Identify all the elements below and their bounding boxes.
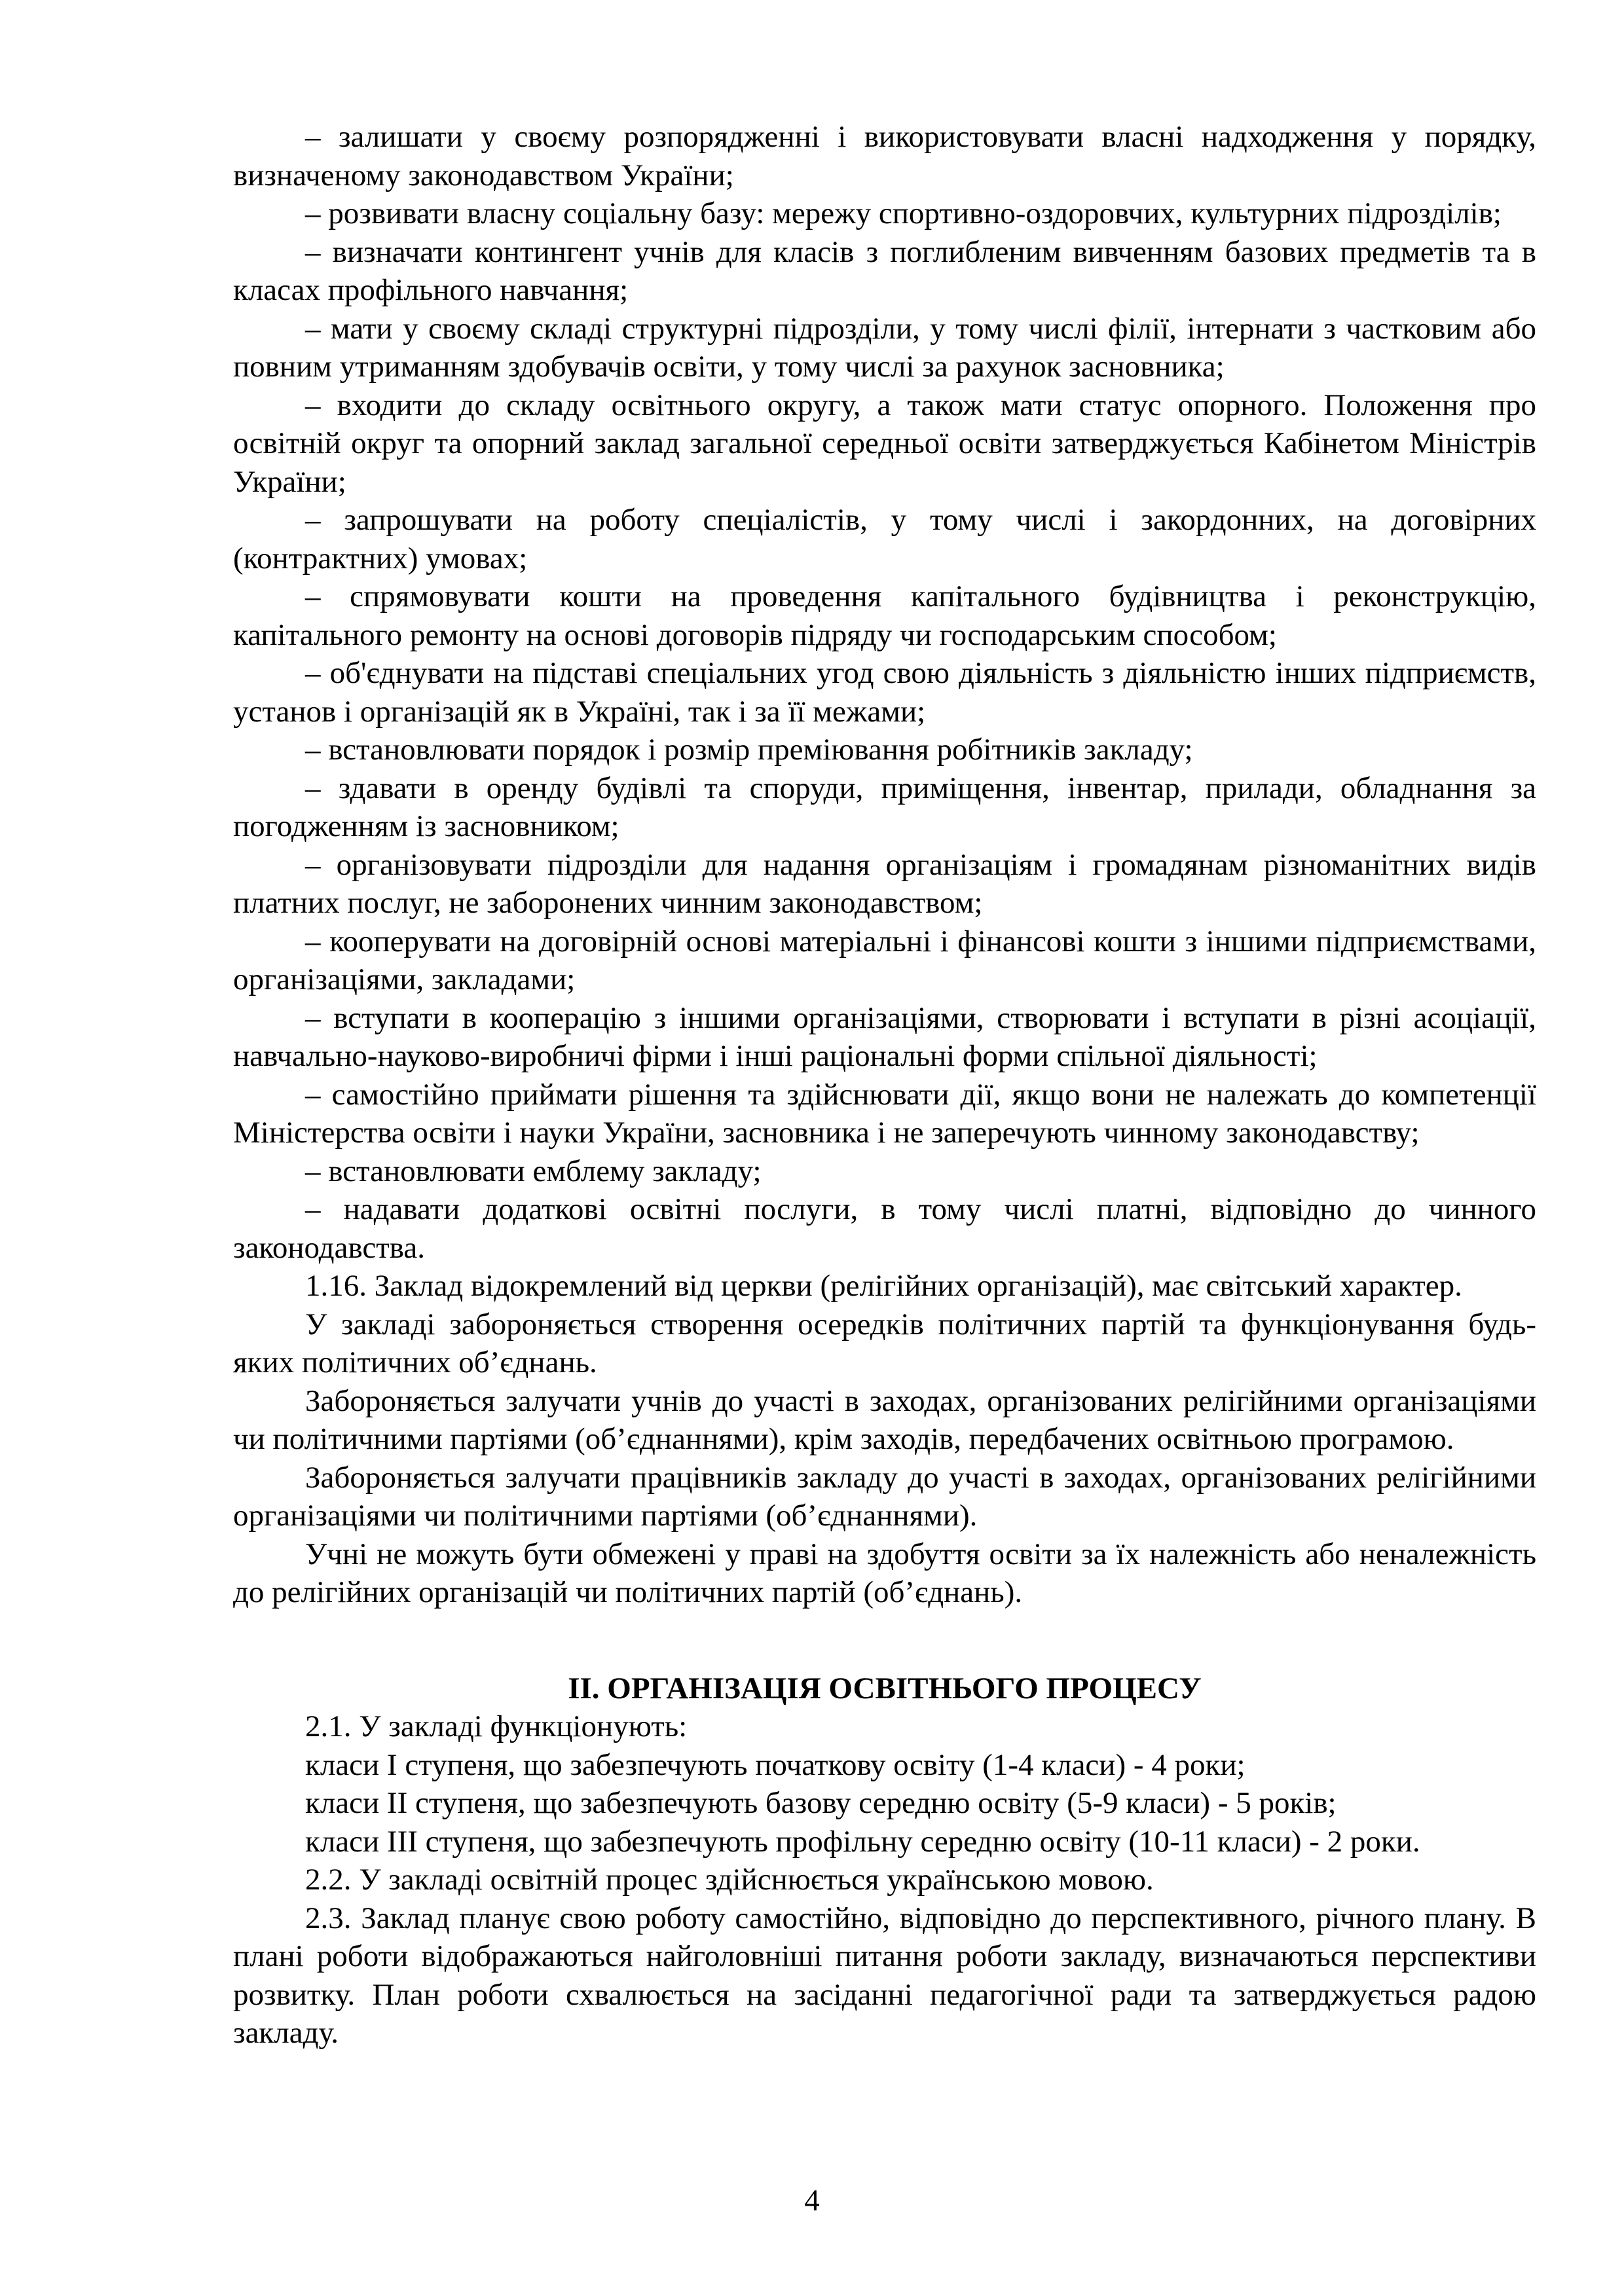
rights-item: – надавати додаткові освітні послуги, в тому числі платні, відповідно до чинного законодавства. (233, 1192, 1536, 1265)
rights-item: – мати у своєму складі структурні підрозділи, у тому числі філії, інтернати з частковим або повним утриманням здобувачів освіти, у тому числі за рахунок засновника; (233, 311, 1536, 384)
clause-1-16: 1.16. Заклад відокремлений від церкви (релігійних організацій), має світський характер. (305, 1269, 1462, 1303)
clause-1-16-paragraph: У закладі забороняється створення осередків політичних партій та функціонування будь-яких політичних об’єднань. (233, 1307, 1536, 1379)
clause-1-16-paragraph: Учні не можуть бути обмежені у праві на здобуття освіти за їх належність або неналежність до релігійних організацій чи політичних партій (об’єднань). (233, 1537, 1536, 1609)
page-body (233, 118, 1536, 2052)
section-heading: ІІ. ОРГАНІЗАЦІЯ ОСВІТНЬОГО ПРОЦЕСУ (568, 1671, 1202, 1705)
grade-level-item: класи І ступеня, що забезпечують початкову освіту (1-4 класи) - 4 роки; (305, 1747, 1246, 1782)
clause-1-16-paragraph: Забороняється залучати працівників закладу до участі в заходах, організованих релігійними організаціями чи політичними партіями (об’єднаннями). (233, 1460, 1536, 1533)
clause-2-2: 2.2. У закладі освітній процес здійснюється українською мовою. (305, 1863, 1154, 1897)
rights-item: – розвивати власну соціальну базу: мережу спортивно-оздоровчих, культурних підрозділів; (305, 196, 1502, 230)
clause-2-1: 2.1. У закладі функціонують: (305, 1709, 688, 1743)
clause-1-16-paragraph: Забороняється залучати учнів до участі в заходах, організованих релігійними організаціями чи політичними партіями (об’єднаннями), крім заходів, передбачених освітньою програмою. (233, 1383, 1536, 1456)
clause-2-3: 2.3. Заклад планує свою роботу самостійно, відповідно до перспективного, річного плану. В плані роботи відображаються найголовніші питання роботи закладу, визначаються перспективи розвитку. План роботи схвалюється на засіданні педагогічної ради та затверджується радою закладу. (233, 1901, 1536, 2050)
rights-item: – запрошувати на роботу спеціалістів, у тому числі і закордонних, на договірних (контрактних) умовах; (233, 503, 1536, 575)
rights-item: – визначати контингент учнів для класів з поглибленим вивченням базових предметів та в класах профільного навчання; (233, 234, 1536, 307)
rights-item: – встановлювати емблему закладу; (305, 1154, 762, 1188)
rights-item: – організовувати підрозділи для надання організаціям і громадянам різноманітних видів платних послуг, не заборонених чинним законодавством; (233, 847, 1536, 920)
rights-item: – об'єднувати на підставі спеціальних угод свою діяльність з діяльністю інших підприємств, установ і організацій як в Україні, так і за її межами; (233, 656, 1536, 729)
rights-item: – самостійно приймати рішення та здійснювати дії, якщо вони не належать до компетенції Міністерства освіти і науки України, засновника і не заперечують чинному законодавству; (233, 1077, 1536, 1150)
grade-level-item: класи ІІІ ступеня, що забезпечують профільну середню освіту (10-11 класи) - 2 роки. (305, 1824, 1420, 1859)
rights-item: – спрямовувати кошти на проведення капітального будівництва і реконструкцію, капітального ремонту на основі договорів підряду чи господарським способом; (233, 579, 1536, 652)
rights-item: – вступати в кооперацію з іншими організаціями, створювати і вступати в різні асоціації, навчально-науково-виробничі фірми і інші раціональні форми спільної діяльності; (233, 1000, 1536, 1073)
rights-item: – кооперувати на договірній основі матеріальні і фінансові кошти з іншими підприємствами, організаціями, закладами; (233, 924, 1536, 996)
rights-item: – входити до складу освітнього округу, а також мати статус опорного. Положення про освітній округ та опорний заклад загальної середньої освіти затверджується Кабінетом Міністрів України; (233, 388, 1536, 499)
page-number: 4 (804, 2183, 820, 2217)
grade-level-item: класи ІІ ступеня, що забезпечують базову середню освіту (5-9 класи) - 5 років; (305, 1786, 1337, 1820)
rights-item: – здавати в оренду будівлі та споруди, приміщення, інвентар, прилади, обладнання за погодженням із засновником; (233, 771, 1536, 843)
rights-item: – встановлювати порядок і розмір преміювання робітників закладу; (305, 733, 1193, 767)
rights-item: – залишати у своєму розпорядженні і використовувати власні надходження у порядку, визначеному законодавством України; (233, 120, 1536, 192)
